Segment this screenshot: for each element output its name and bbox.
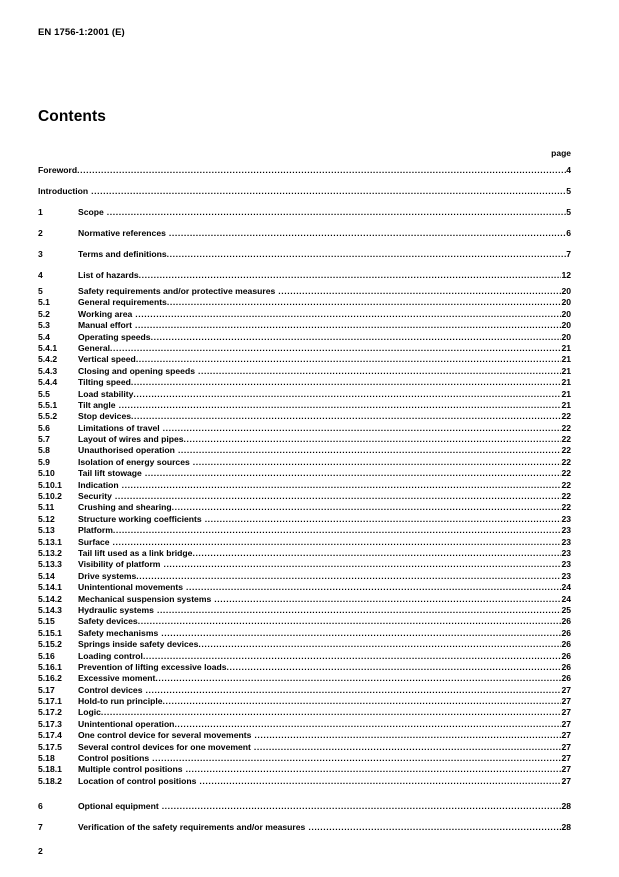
- toc-entry-number: 5.17.5: [38, 741, 62, 752]
- toc-dot-leader: [115, 491, 562, 502]
- toc-entry-page: 23: [561, 525, 571, 536]
- toc-entry-number: 3: [38, 249, 43, 259]
- toc-entry-page: 26: [561, 639, 571, 650]
- toc-entry-title: Springs inside safety devices: [78, 639, 199, 650]
- page-number-folio: 2: [38, 846, 43, 856]
- toc-dot-leader: [178, 445, 562, 456]
- toc-dot-leader: [113, 525, 562, 536]
- toc-entry-title: Safety devices: [78, 616, 138, 627]
- toc-entry[interactable]: [38, 707, 571, 718]
- toc-entry[interactable]: [38, 244, 571, 265]
- toc-entry[interactable]: [38, 764, 571, 775]
- toc-entry-page: 21: [561, 399, 571, 410]
- toc-dot-leader: [186, 764, 562, 775]
- toc-entry[interactable]: [38, 480, 571, 491]
- toc-entry-page: 4: [566, 165, 571, 175]
- toc-entry[interactable]: [38, 796, 571, 817]
- toc-entry-title: Manual effort: [78, 320, 132, 331]
- toc-entry-title: General: [78, 342, 111, 353]
- toc-entry-number: 5.16.1: [38, 661, 62, 672]
- toc-entry-page: 21: [561, 388, 571, 399]
- toc-entry-number: 5.10.1: [38, 479, 62, 490]
- toc-entry-number: 5.14.3: [38, 604, 62, 615]
- toc-dot-leader: [227, 662, 562, 673]
- toc-entry-title: Introduction: [38, 186, 89, 196]
- toc-entry-number: 5.10: [38, 468, 55, 479]
- toc-entry-number: 5.4.3: [38, 365, 58, 376]
- toc-entry[interactable]: [38, 332, 571, 343]
- toc-entry-page: 26: [561, 650, 571, 661]
- toc-entry-number: 5.13.1: [38, 536, 62, 547]
- toc-entry[interactable]: [38, 502, 571, 513]
- toc-entry-page: 22: [561, 422, 571, 433]
- toc-entry-title: Scope: [78, 207, 104, 217]
- toc-entry-page: 28: [561, 801, 571, 812]
- toc-dot-leader: [136, 354, 562, 365]
- toc-entry[interactable]: [38, 265, 571, 286]
- toc-entry-page: 23: [561, 570, 571, 581]
- toc-entry-number: 5.4.2: [38, 354, 58, 365]
- toc-entry-number: 4: [38, 270, 43, 280]
- toc-entry-number: 5.16: [38, 650, 55, 661]
- toc-entry[interactable]: [38, 525, 571, 536]
- toc-entry-title: Security: [78, 491, 112, 502]
- toc-entry[interactable]: [38, 628, 571, 639]
- toc-entry-title: Crushing and shearing: [78, 502, 172, 513]
- toc-entry[interactable]: [38, 377, 571, 388]
- toc-entry-title: Terms and definitions: [78, 249, 167, 259]
- toc-entry[interactable]: [38, 423, 571, 434]
- toc-entry-title: Isolation of energy sources: [78, 456, 190, 467]
- toc-entry-number: 5.9: [38, 456, 50, 467]
- toc-entry[interactable]: [38, 202, 571, 223]
- toc-entry[interactable]: [38, 514, 571, 525]
- toc-entry-title: Safety mechanisms: [78, 627, 159, 638]
- toc-entry[interactable]: [38, 181, 571, 202]
- toc-dot-leader: [308, 817, 561, 838]
- toc-entry-number: 5.4.1: [38, 342, 58, 353]
- toc-entry-title: General requirements: [78, 297, 167, 308]
- toc-entry[interactable]: [38, 742, 571, 753]
- toc-entry-page: 28: [561, 822, 571, 833]
- toc-entry-title: Foreword: [38, 165, 78, 175]
- toc-entry-title: Location of control positions: [78, 775, 197, 786]
- toc-entry-number: 5.17.1: [38, 696, 62, 707]
- toc-dot-leader: [133, 389, 561, 400]
- toc-entry-number: 5.1: [38, 297, 50, 308]
- toc-entry-page: 27: [561, 696, 571, 707]
- toc-entry[interactable]: [38, 445, 571, 456]
- toc-entry[interactable]: [38, 582, 571, 593]
- toc-dot-leader: [174, 719, 561, 730]
- toc-entry-number: 5.13.2: [38, 547, 62, 558]
- toc-entry-number: 5.15.1: [38, 627, 62, 638]
- toc-entry-number: 5.4.4: [38, 377, 58, 388]
- toc-entry[interactable]: [38, 616, 571, 627]
- toc-entry-title: Mechanical suspension systems: [78, 593, 212, 604]
- toc-entry-page: 26: [561, 616, 571, 627]
- toc-entry-page: 23: [561, 547, 571, 558]
- toc-entry-page: 6: [566, 228, 571, 238]
- toc-entry-title: Tilting speed: [78, 377, 131, 388]
- toc-entry-title: Drive systems: [78, 570, 137, 581]
- toc-entry[interactable]: [38, 491, 571, 502]
- toc-dot-leader: [143, 651, 562, 662]
- toc-entry-title: Layout of wires and pipes: [78, 434, 184, 445]
- toc-entry-title: Limitations of travel: [78, 422, 160, 433]
- toc-entry-title: Normative references: [78, 228, 166, 238]
- toc-dot-leader: [110, 343, 561, 354]
- toc-dot-leader: [101, 707, 562, 718]
- toc-entry[interactable]: [38, 223, 571, 244]
- toc-entry[interactable]: [38, 651, 571, 662]
- toc-entry-page: 23: [561, 536, 571, 547]
- toc-entry-title: Verification of the safety requirements and/or measures: [78, 822, 306, 833]
- toc-entry[interactable]: [38, 411, 571, 422]
- toc-entry-page: 20: [561, 297, 571, 308]
- toc-dot-leader: [119, 400, 562, 411]
- toc-entry-page: 23: [561, 513, 571, 524]
- toc-entry-title: Tail lift stowage: [78, 468, 142, 479]
- toc-entry-number: 5.11: [38, 502, 55, 513]
- toc-entry-title: Safety requirements and/or protective measures: [78, 286, 276, 296]
- toc-dot-leader: [254, 730, 561, 741]
- toc-dot-leader: [278, 286, 561, 297]
- toc-entry[interactable]: [38, 354, 571, 365]
- toc-entry-page: 22: [561, 479, 571, 490]
- toc-entry[interactable]: [38, 389, 571, 400]
- toc-entry-page: 20: [561, 320, 571, 331]
- toc-entry[interactable]: [38, 286, 571, 297]
- toc-dot-leader: [162, 796, 562, 817]
- toc-entry-number: 5.7: [38, 434, 50, 445]
- toc-entry-title: Hold-to run principle: [78, 696, 163, 707]
- toc-entry[interactable]: [38, 160, 571, 181]
- toc-entry-title: Unintentional movements: [78, 582, 184, 593]
- toc-entry-number: 6: [38, 801, 43, 812]
- toc-entry[interactable]: [38, 730, 571, 741]
- toc-dot-leader: [169, 223, 566, 244]
- toc-entry-list: [38, 160, 571, 838]
- toc-dot-leader: [172, 502, 562, 513]
- toc-entry-number: 5.15.2: [38, 639, 62, 650]
- toc-entry-page: 22: [561, 434, 571, 445]
- toc-entry[interactable]: [38, 662, 571, 673]
- toc-entry-page: 24: [561, 593, 571, 604]
- toc-entry-number: 5.13.3: [38, 559, 62, 570]
- toc-dot-leader: [167, 297, 562, 308]
- toc-entry[interactable]: [38, 366, 571, 377]
- toc-entry-page: 21: [561, 354, 571, 365]
- toc-dot-leader: [193, 457, 562, 468]
- toc-entry-title: Loading control: [78, 650, 143, 661]
- toc-entry-title: Hydraulic systems: [78, 604, 154, 615]
- toc-dot-leader: [152, 753, 561, 764]
- toc-dot-leader: [254, 742, 562, 753]
- toc-entry[interactable]: [38, 320, 571, 331]
- toc-entry-title: Structure working coefficients: [78, 513, 202, 524]
- toc-entry-title: Load stability: [78, 388, 134, 399]
- toc-entry-page: 26: [561, 627, 571, 638]
- toc-entry-title: Visibility of platform: [78, 559, 161, 570]
- toc-entry-number: 1: [38, 207, 43, 217]
- toc-entry[interactable]: [38, 400, 571, 411]
- toc-entry-title: Vertical speed: [78, 354, 136, 365]
- page-title: Contents: [38, 108, 106, 125]
- toc-dot-leader: [205, 514, 562, 525]
- toc-dot-leader: [145, 685, 561, 696]
- toc-entry-number: 5.3: [38, 320, 50, 331]
- toc-dot-leader: [199, 776, 561, 787]
- toc-entry-title: Tilt angle: [78, 399, 116, 410]
- toc-entry[interactable]: [38, 753, 571, 764]
- toc-dot-leader: [135, 320, 561, 331]
- toc-dot-leader: [151, 332, 562, 343]
- toc-entry-page: 22: [561, 411, 571, 422]
- toc-entry-number: 5.5.2: [38, 411, 58, 422]
- toc-entry-page: 20: [561, 308, 571, 319]
- toc-entry-page: 22: [561, 456, 571, 467]
- toc-entry[interactable]: [38, 434, 571, 445]
- toc-entry-page: 25: [561, 604, 571, 615]
- toc-entry-title: Logic: [78, 707, 101, 718]
- toc-entry-page: 27: [561, 753, 571, 764]
- toc-entry[interactable]: [38, 343, 571, 354]
- toc-dot-leader: [131, 411, 561, 422]
- toc-entry-page: 26: [561, 673, 571, 684]
- toc-entry-number: 5.17.2: [38, 707, 62, 718]
- toc-dot-leader: [135, 309, 561, 320]
- toc-entry-title: Control devices: [78, 684, 143, 695]
- toc-dot-leader: [192, 548, 561, 559]
- toc-dot-leader: [122, 480, 562, 491]
- toc-entry-number: 5.5.1: [38, 399, 58, 410]
- toc-entry[interactable]: [38, 696, 571, 707]
- toc-entry[interactable]: [38, 673, 571, 684]
- toc-entry-page: 27: [561, 730, 571, 741]
- toc-entry-title: Closing and opening speeds: [78, 365, 195, 376]
- toc-entry-page: 20: [561, 286, 571, 296]
- toc-entry-title: Excessive moment: [78, 673, 156, 684]
- toc-entry-number: 5.4: [38, 331, 50, 342]
- toc-entry-number: 5.14.1: [38, 582, 62, 593]
- toc-entry-page: 21: [561, 365, 571, 376]
- toc-entry-number: 5.10.2: [38, 491, 62, 502]
- toc-dot-leader: [155, 673, 561, 684]
- toc-entry-title: Stop devices: [78, 411, 132, 422]
- toc-entry[interactable]: [38, 817, 571, 838]
- toc-entry-number: 5.14.2: [38, 593, 62, 604]
- toc-entry-title: Unintentional operation: [78, 718, 175, 729]
- toc-entry-title: Prevention of lifting excessive loads: [78, 661, 227, 672]
- toc-entry[interactable]: [38, 719, 571, 730]
- page-column-header: page: [551, 148, 571, 158]
- toc-entry-number: 5.8: [38, 445, 50, 456]
- toc-entry-page: 27: [561, 741, 571, 752]
- toc-entry-page: 5: [566, 186, 571, 196]
- toc-entry[interactable]: [38, 537, 571, 548]
- toc-entry-title: List of hazards: [78, 270, 139, 280]
- running-head: EN 1756-1:2001 (E): [38, 27, 125, 38]
- toc-entry-number: 5: [38, 286, 43, 296]
- toc-entry-page: 22: [561, 491, 571, 502]
- toc-entry-page: 21: [561, 377, 571, 388]
- toc-entry-number: 5.17: [38, 684, 55, 695]
- toc-entry-title: Control positions: [78, 753, 150, 764]
- toc-entry-number: 2: [38, 228, 43, 238]
- toc-entry[interactable]: [38, 468, 571, 479]
- toc-entry[interactable]: [38, 548, 571, 559]
- toc-dot-leader: [214, 594, 561, 605]
- toc-entry-title: Several control devices for one movement: [78, 741, 251, 752]
- toc-entry[interactable]: [38, 605, 571, 616]
- toc-dot-leader: [91, 181, 566, 202]
- toc-entry[interactable]: [38, 594, 571, 605]
- toc-dot-leader: [131, 377, 562, 388]
- toc-entry-number: 5.13: [38, 525, 55, 536]
- toc-entry-title: Surface: [78, 536, 110, 547]
- table-of-contents: [38, 148, 571, 838]
- toc-entry[interactable]: [38, 776, 571, 787]
- toc-dot-leader: [77, 160, 566, 181]
- toc-entry[interactable]: [38, 457, 571, 468]
- toc-dot-leader: [157, 605, 561, 616]
- toc-entry-page: 21: [561, 342, 571, 353]
- toc-entry-page: 22: [561, 502, 571, 513]
- toc-entry-page: 7: [566, 249, 571, 259]
- toc-entry-title: Working area: [78, 308, 133, 319]
- toc-dot-leader: [163, 696, 562, 707]
- toc-entry-title: Platform: [78, 525, 113, 536]
- toc-dot-leader: [136, 571, 561, 582]
- toc-dot-leader: [145, 468, 562, 479]
- toc-entry-page: 27: [561, 764, 571, 775]
- toc-entry-number: 5.18.2: [38, 775, 62, 786]
- toc-entry[interactable]: [38, 297, 571, 308]
- toc-entry-number: 5.16.2: [38, 673, 62, 684]
- toc-entry[interactable]: [38, 685, 571, 696]
- toc-entry-number: 5.17.4: [38, 730, 62, 741]
- toc-dot-leader: [167, 244, 567, 265]
- toc-entry-page: 23: [561, 559, 571, 570]
- toc-entry-title: Tail lift used as a link bridge: [78, 547, 193, 558]
- toc-entry-title: One control device for several movements: [78, 730, 252, 741]
- toc-entry-number: 5.18.1: [38, 764, 62, 775]
- toc-entry[interactable]: [38, 559, 571, 570]
- toc-entry[interactable]: [38, 309, 571, 320]
- toc-dot-leader: [198, 639, 561, 650]
- toc-entry-number: 5.14: [38, 570, 55, 581]
- toc-entry-page: 22: [561, 468, 571, 479]
- toc-dot-leader: [198, 366, 561, 377]
- toc-entry-title: Multiple control positions: [78, 764, 183, 775]
- toc-entry-number: 5.6: [38, 422, 50, 433]
- toc-entry-number: 5.17.3: [38, 718, 62, 729]
- toc-entry-page: 27: [561, 718, 571, 729]
- toc-dot-leader: [163, 559, 561, 570]
- toc-entry-number: 5.18: [38, 753, 55, 764]
- toc-entry-page: 26: [561, 661, 571, 672]
- toc-entry-number: 5.2: [38, 308, 50, 319]
- toc-dot-leader: [139, 265, 562, 286]
- toc-entry-number: 7: [38, 822, 43, 833]
- toc-entry-title: Indication: [78, 479, 119, 490]
- toc-entry-title: Operating speeds: [78, 331, 151, 342]
- toc-entry-page: 24: [561, 582, 571, 593]
- toc-dot-leader: [138, 616, 562, 627]
- toc-entry-title: Unauthorised operation: [78, 445, 175, 456]
- toc-dot-leader: [186, 582, 561, 593]
- toc-entry-page: 5: [566, 207, 571, 217]
- toc-entry-page: 20: [561, 331, 571, 342]
- toc-entry-page: 27: [561, 775, 571, 786]
- toc-entry-page: 12: [561, 270, 571, 280]
- toc-entry-number: 5.5: [38, 388, 50, 399]
- toc-dot-leader: [163, 423, 562, 434]
- toc-dot-leader: [161, 628, 561, 639]
- toc-entry-page: 27: [561, 707, 571, 718]
- toc-entry-number: 5.12: [38, 513, 55, 524]
- toc-dot-leader: [113, 537, 562, 548]
- toc-entry-page: 27: [561, 684, 571, 695]
- toc-entry-page: 22: [561, 445, 571, 456]
- toc-entry-title: Optional equipment: [78, 801, 159, 812]
- toc-dot-leader: [184, 434, 562, 445]
- toc-entry[interactable]: [38, 571, 571, 582]
- toc-dot-leader: [107, 202, 566, 223]
- toc-entry-number: 5.15: [38, 616, 55, 627]
- toc-entry[interactable]: [38, 639, 571, 650]
